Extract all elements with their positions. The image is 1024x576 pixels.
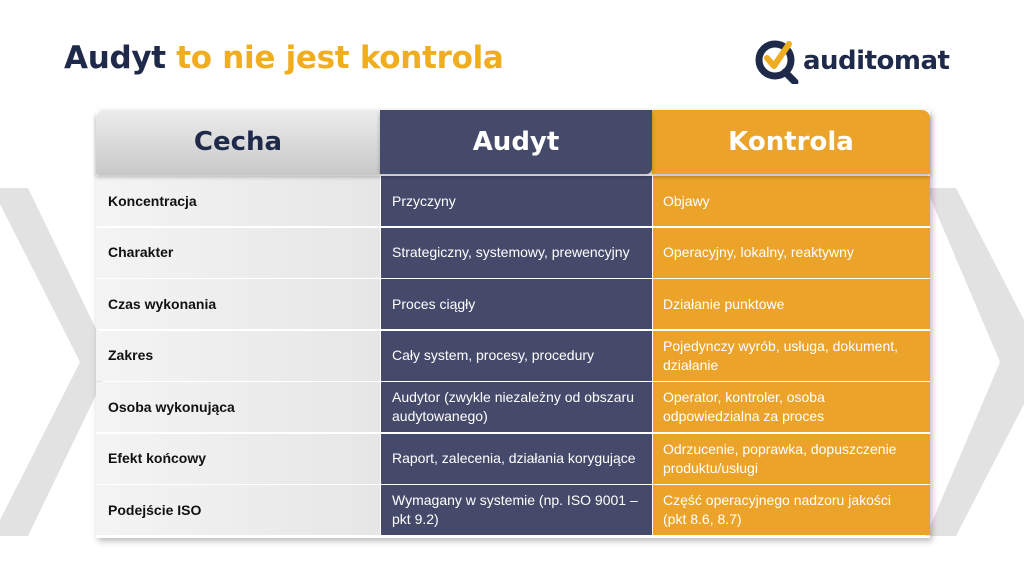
feature-cell xyxy=(96,279,380,329)
control-cell xyxy=(652,279,930,329)
table-row xyxy=(96,382,930,433)
control-cell xyxy=(652,228,930,278)
comparison-table xyxy=(96,110,930,538)
table-row xyxy=(96,434,930,485)
title-part-dark: Audyt xyxy=(64,40,166,76)
feature-cell xyxy=(96,228,380,278)
logo-text: auditomat xyxy=(803,46,950,76)
audit-cell-text: Raport, zalecenia, działania korygujące xyxy=(392,450,636,466)
feature-cell-text: Czas wykonania xyxy=(108,295,217,312)
table-row xyxy=(96,279,930,330)
feature-cell xyxy=(96,434,380,484)
control-cell-text: Operator, kontroler, osoba odpowiedzialna za proces xyxy=(663,389,825,424)
feature-cell xyxy=(96,176,380,226)
audit-cell xyxy=(380,331,652,381)
feature-cell xyxy=(96,331,380,381)
feature-cell-text: Podejście ISO xyxy=(108,501,202,518)
audit-cell-text: Proces ciągły xyxy=(392,295,476,312)
audit-cell xyxy=(380,176,652,226)
page-title xyxy=(64,40,504,76)
control-cell-text: Odrzucenie, poprawka, dopuszczenie produktu/usługi xyxy=(663,440,897,476)
audit-cell xyxy=(380,382,652,432)
header-control: Kontrola xyxy=(652,110,930,174)
audit-cell-text: Cały system, procesy, procedury xyxy=(392,347,595,363)
control-cell xyxy=(652,434,930,484)
table-row xyxy=(96,331,930,382)
feature-cell-text: Zakres xyxy=(108,347,154,363)
feature-cell xyxy=(96,382,380,432)
feature-cell-text: Efekt końcowy xyxy=(108,450,207,466)
control-cell-text: Działanie punktowe xyxy=(663,295,785,312)
right-chevron-shape xyxy=(926,188,1024,536)
audit-cell-text: Audytor (zwykle niezależny od obszaru audytowanego) xyxy=(392,389,635,424)
feature-cell xyxy=(96,485,380,535)
audit-cell xyxy=(380,279,652,329)
audit-cell xyxy=(380,228,652,278)
audit-cell-text: Strategiczny, systemowy, prewencyjny xyxy=(392,244,630,260)
control-cell xyxy=(652,176,930,226)
feature-cell-text: Koncentracja xyxy=(108,192,197,209)
control-cell-text: Objawy xyxy=(663,192,710,209)
table-row xyxy=(96,228,930,279)
feature-cell-text: Charakter xyxy=(108,244,174,260)
header-audit: Audyt xyxy=(380,110,652,174)
control-cell-text: Operacyjny, lokalny, reaktywny xyxy=(663,244,854,260)
table-row xyxy=(96,176,930,227)
header-feature: Cecha xyxy=(96,110,380,174)
control-cell-text: Część operacyjnego nadzoru jakości (pkt 8.6, 8.7) xyxy=(663,492,892,527)
audit-cell-text: Przyczyny xyxy=(392,192,456,209)
logo-check-icon xyxy=(755,38,799,84)
control-cell xyxy=(652,382,930,432)
feature-cell-text: Osoba wykonująca xyxy=(108,398,235,415)
control-cell-text: Pojedynczy wyrób, usługa, dokument, działanie xyxy=(663,337,899,373)
table-row xyxy=(96,485,930,536)
audit-cell xyxy=(380,434,652,484)
audit-cell-text: Wymagany w systemie (np. ISO 9001 – pkt 9.2) xyxy=(392,492,638,527)
auditomat-logo xyxy=(755,36,949,86)
audit-cell xyxy=(380,485,652,535)
control-cell xyxy=(652,331,930,381)
title-part-accent: to nie jest kontrola xyxy=(176,40,504,76)
control-cell xyxy=(652,485,930,535)
